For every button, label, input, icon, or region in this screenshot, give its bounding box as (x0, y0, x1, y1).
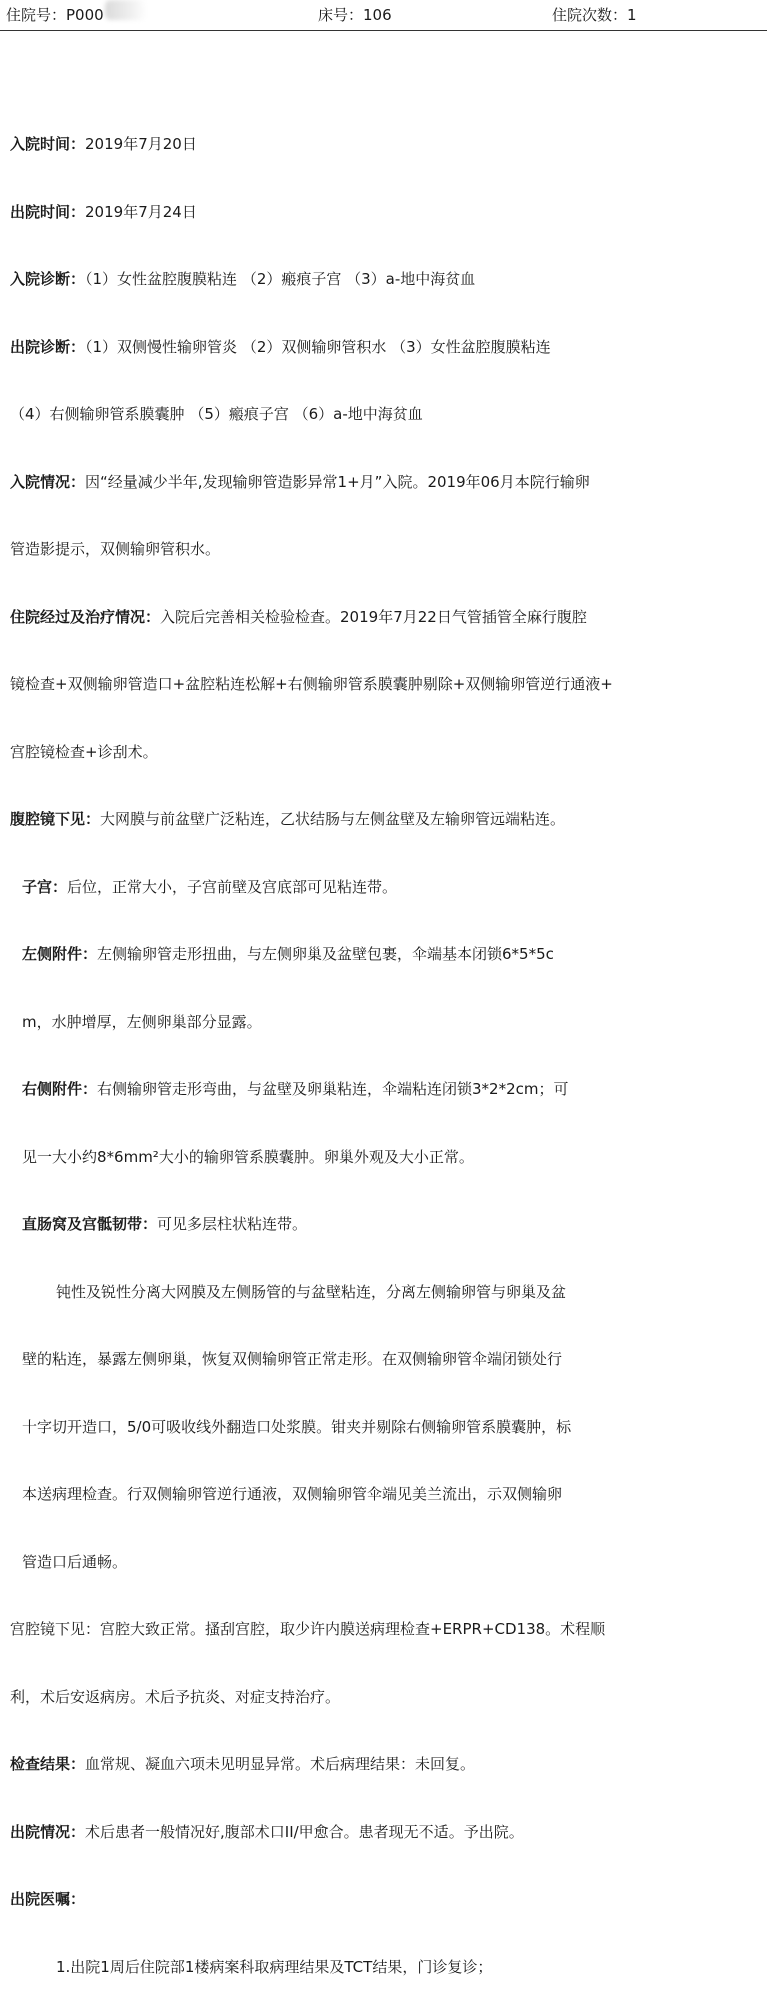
procedure-row-5: 管造口后通畅。 (22, 1552, 128, 1571)
record-header (0, 0, 767, 31)
admit-status-row-2: 管造影提示，双侧输卵管积水。 (10, 540, 221, 558)
bed-number: 床号：106 (318, 6, 392, 24)
discharge-status-row: 出院情况：术后患者一般情况好,腹部术口II/甲愈合。患者现无不适。予出院。 (10, 1822, 524, 1841)
hysteroscopy-row: 宫腔镜下见：宫腔大致正常。搔刮宫腔，取少许内膜送病理检查+ERPR+CD138。术程顺 (10, 1620, 606, 1638)
exam-result-row: 检查结果：血常规、凝血六项未见明显异常。术后病理结果：未回复。 (10, 1755, 476, 1773)
procedure-row-3: 十字切开造口，5/0可吸收线外翻造口处浆膜。钳夹并剔除右侧输卵管系膜囊肿，标 (22, 1417, 572, 1436)
discharge-advice-item: 1.出院1周后住院部1楼病案科取病理结果及TCT结果，门诊复诊； (56, 1957, 493, 1976)
discharge-summary (10, 88, 762, 2001)
laparoscopy-row: 腹腔镜下见：大网膜与前盆壁广泛粘连，乙状结肠与左侧盆壁及左输卵管远端粘连。 (10, 810, 566, 828)
rectal-pouch-row: 直肠窝及宫骶韧带：可见多层柱状粘连带。 (22, 1215, 308, 1233)
admission-count: 住院次数：1 (552, 6, 637, 24)
uterus-row: 子宫：后位，正常大小，子宫前壁及宫底部可见粘连带。 (22, 877, 398, 896)
procedure-row-4: 本送病理检查。行双侧输卵管逆行通液，双侧输卵管伞端见美兰流出，示双侧输卵 (22, 1485, 563, 1503)
discharge-time-row: 出院时间：2019年7月24日 (10, 202, 197, 221)
right-adnexa-row: 右侧附件：右侧输卵管走形弯曲，与盆壁及卵巢粘连，伞端粘连闭锁3*2*2cm；可 (22, 1080, 569, 1098)
discharge-diagnosis-row: 出院诊断：（1）双侧慢性输卵管炎 （2）双侧输卵管积水 （3）女性盆腔腹膜粘连 (10, 337, 551, 356)
discharge-advice-row: 出院医嘱： (10, 1890, 86, 1908)
left-adnexa-row-2: m，水肿增厚，左侧卵巢部分显露。 (22, 1012, 262, 1031)
admit-status-row: 入院情况：因“经量减少半年,发现输卵管造影异常1+月”入院。2019年06月本院行输卵 (10, 472, 590, 491)
procedure-row-1: 钝性及锐性分离大网膜及左侧肠管的与盆壁粘连，分离左侧输卵管与卵巢及盆 (56, 1282, 567, 1301)
course-row: 住院经过及治疗情况：入院后完善相关检验检查。2019年7月22日气管插管全麻行腹腔 (10, 607, 587, 626)
left-adnexa-row: 左侧附件：左侧输卵管走形扭曲，与左侧卵巢及盆壁包裹，伞端基本闭锁6*5*5c (22, 945, 554, 963)
hysteroscopy-row-2: 利，术后安返病房。术后予抗炎、对症支持治疗。 (10, 1687, 341, 1706)
course-row-2: 镜检查+双侧输卵管造口+盆腔粘连松解+右侧输卵管系膜囊肿剔除+双侧输卵管逆行通液+ (10, 675, 613, 693)
admission-number: 住院号：P000 (6, 0, 104, 30)
admit-diagnosis-row: 入院诊断：（1）女性盆腔腹膜粘连 （2）瘢痕子宫 （3）a-地中海贫血 (10, 270, 476, 288)
procedure-row-2: 壁的粘连，暴露左侧卵巢，恢复双侧输卵管正常走形。在双侧输卵管伞端闭锁处行 (22, 1350, 563, 1368)
right-adnexa-row-2: 见一大小约8*6mm²大小的输卵管系膜囊肿。卵巢外观及大小正常。 (22, 1147, 474, 1166)
admit-time-row: 入院时间：2019年7月20日 (10, 135, 197, 153)
course-row-3: 宫腔镜检查+诊刮术。 (10, 742, 158, 761)
redaction-blur (105, 0, 147, 20)
discharge-diagnosis-row-2: （4）右侧输卵管系膜囊肿 （5）瘢痕子宫 （6）a-地中海贫血 (10, 405, 423, 423)
